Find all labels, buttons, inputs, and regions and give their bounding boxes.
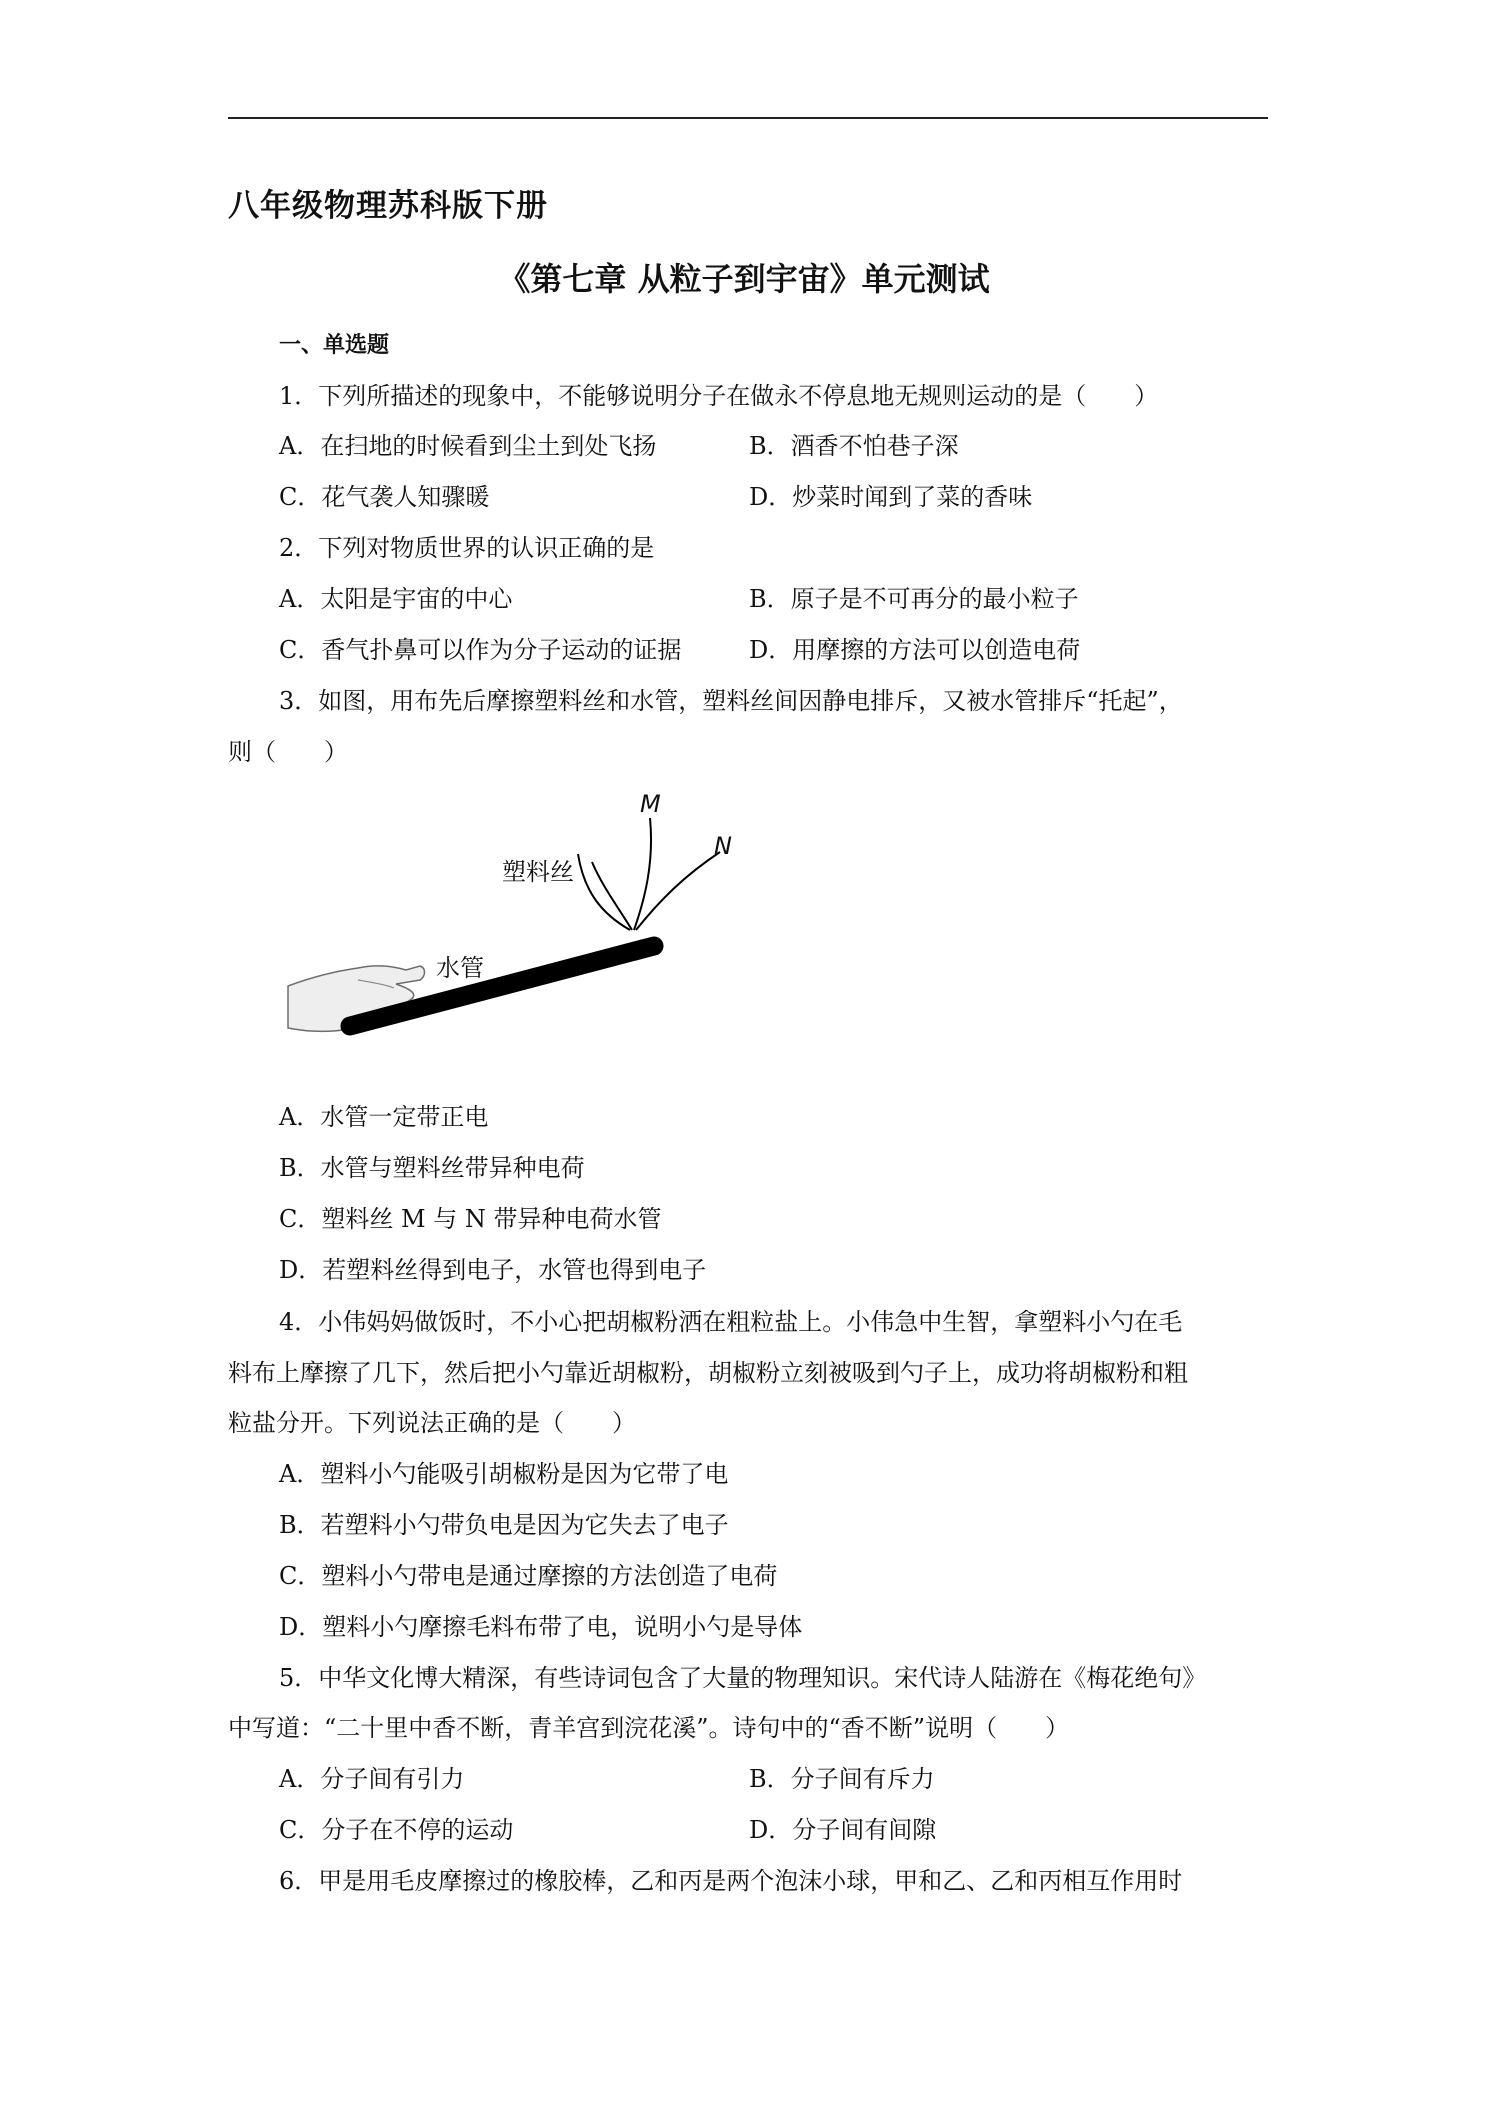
question-5-option-c: C．分子在不停的运动 — [279, 1816, 514, 1844]
question-4-option-c: C．塑料小勺带电是通过摩擦的方法创造了电荷 — [279, 1562, 778, 1590]
plastic-strand-m — [634, 818, 651, 930]
question-4-option-b: B．若塑料小勺带负电是因为它失去了电子 — [279, 1511, 729, 1539]
figure-label-n: N — [714, 832, 732, 860]
question-3-option-c: C．塑料丝 M 与 N 带异种电荷水管 — [279, 1205, 662, 1233]
question-4-stem-line-1: 4．小伟妈妈做饭时，不小心把胡椒粉洒在粗粒盐上。小伟急中生智，拿塑料小勺在毛 — [279, 1308, 1183, 1336]
question-5-option-b: B．分子间有斥力 — [749, 1765, 935, 1793]
question-2-option-c: C．香气扑鼻可以作为分子运动的证据 — [279, 636, 682, 664]
question-2-option-d: D．用摩擦的方法可以创造电荷 — [749, 636, 1081, 664]
page-subtitle: 《第七章 从粒子到宇宙》单元测试 — [498, 260, 990, 298]
question-3-stem-line-1: 3．如图，用布先后摩擦塑料丝和水管，塑料丝间因静电排斥，又被水管排斥“托起”， — [279, 687, 1183, 715]
question-3-option-b: B．水管与塑料丝带异种电荷 — [279, 1154, 585, 1182]
question-4-stem-line-2: 料布上摩擦了几下，然后把小勺靠近胡椒粉，胡椒粉立刻被吸到勺子上，成功将胡椒粉和粗 — [228, 1359, 1188, 1387]
page-title: 八年级物理苏科版下册 — [228, 188, 548, 224]
question-2-option-a: A．太阳是宇宙的中心 — [279, 585, 513, 613]
question-1-option-c: C．花气袭人知骤暖 — [279, 483, 490, 511]
question-3-option-d: D．若塑料丝得到电子，水管也得到电子 — [279, 1256, 707, 1284]
question-3-stem-line-2: 则（ ） — [228, 738, 348, 766]
plastic-strand-2 — [592, 862, 632, 930]
question-3-figure — [284, 788, 732, 1064]
question-2-stem: 2．下列对物质世界的认识正确的是 — [279, 534, 655, 562]
header-rule — [228, 117, 1268, 119]
question-5-option-a: A．分子间有引力 — [279, 1765, 465, 1793]
question-4-stem-line-3: 粒盐分开。下列说法正确的是（ ） — [228, 1409, 636, 1437]
question-5-stem-line-1: 5．中华文化博大精深，有些诗词包含了大量的物理知识。宋代诗人陆游在《梅花绝句》 — [279, 1664, 1207, 1692]
question-1-option-b: B．酒香不怕巷子深 — [749, 432, 959, 460]
question-6-stem: 6．甲是用毛皮摩擦过的橡胶棒，乙和丙是两个泡沫小球，甲和乙、乙和丙相互作用时 — [279, 1867, 1183, 1895]
figure-label-pipe: 水管 — [436, 954, 484, 982]
question-4-option-a: A．塑料小勺能吸引胡椒粉是因为它带了电 — [279, 1460, 729, 1488]
figure-label-plastic: 塑料丝 — [502, 858, 574, 886]
question-5-stem-line-2: 中写道：“二十里中香不断，青羊宫到浣花溪”。诗句中的“香不断”说明（ ） — [228, 1714, 1070, 1742]
question-5-option-d: D．分子间有间隙 — [749, 1816, 937, 1844]
plastic-strand-1 — [578, 854, 630, 930]
figure-label-m: M — [640, 790, 661, 818]
question-1-option-a: A．在扫地的时候看到尘土到处飞扬 — [279, 432, 657, 460]
question-1-stem: 1．下列所描述的现象中，不能够说明分子在做永不停息地无规则运动的是（ ） — [279, 382, 1159, 410]
question-3-option-a: A．水管一定带正电 — [279, 1103, 489, 1131]
section-heading: 一、单选题 — [279, 333, 390, 358]
question-4-option-d: D．塑料小勺摩擦毛料布带了电，说明小勺是导体 — [279, 1613, 803, 1641]
question-1-option-d: D．炒菜时闻到了菜的香味 — [749, 483, 1033, 511]
question-2-option-b: B．原子是不可再分的最小粒子 — [749, 585, 1079, 613]
